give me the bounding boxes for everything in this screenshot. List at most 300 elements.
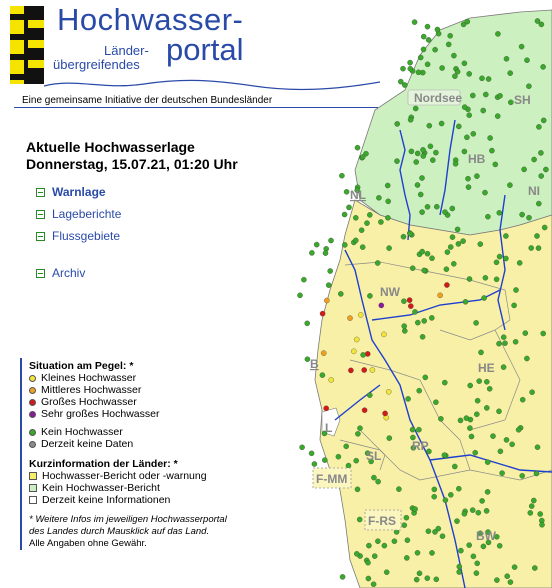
gauge-dot[interactable] bbox=[438, 416, 443, 421]
gauge-dot[interactable] bbox=[469, 434, 474, 439]
gauge-dot[interactable] bbox=[541, 64, 546, 69]
gauge-dot[interactable] bbox=[416, 427, 421, 432]
gauge-dot[interactable] bbox=[412, 20, 417, 25]
gauge-dot[interactable] bbox=[481, 108, 486, 113]
gauge-dot[interactable] bbox=[474, 571, 479, 576]
gauge-dot[interactable] bbox=[520, 212, 525, 217]
gauge-dot[interactable] bbox=[376, 195, 381, 200]
nav-lageberichte[interactable] bbox=[36, 207, 121, 221]
gauge-dot[interactable] bbox=[524, 58, 529, 63]
gauge-dot[interactable] bbox=[516, 427, 521, 432]
gauge-dot[interactable] bbox=[420, 334, 425, 339]
gauge-dot[interactable] bbox=[483, 92, 488, 97]
gauge-dot[interactable] bbox=[526, 215, 531, 220]
gauge-dot[interactable] bbox=[400, 66, 405, 71]
gauge-dot[interactable] bbox=[364, 221, 369, 226]
gauge-dot[interactable] bbox=[496, 341, 501, 346]
gauge-dot[interactable] bbox=[324, 406, 329, 411]
gauge-dot[interactable] bbox=[505, 574, 510, 579]
gauge-dot[interactable] bbox=[457, 569, 462, 574]
gauge-dot[interactable] bbox=[381, 332, 386, 337]
gauge-dot[interactable] bbox=[483, 275, 488, 280]
gauge-dot[interactable] bbox=[478, 350, 483, 355]
gauge-dot[interactable] bbox=[309, 250, 314, 255]
gauge-dot[interactable] bbox=[529, 245, 534, 250]
gauge-dot[interactable] bbox=[471, 554, 476, 559]
gauge-dot[interactable] bbox=[462, 105, 467, 110]
gauge-dot[interactable] bbox=[410, 266, 415, 271]
gauge-dot[interactable] bbox=[346, 205, 351, 210]
gauge-dot[interactable] bbox=[408, 60, 413, 65]
gauge-dot[interactable] bbox=[402, 324, 407, 329]
gauge-dot[interactable] bbox=[355, 431, 360, 436]
gauge-dot[interactable] bbox=[428, 144, 433, 149]
gauge-dot[interactable] bbox=[470, 508, 475, 513]
gauge-dot[interactable] bbox=[354, 551, 359, 556]
gauge-dot[interactable] bbox=[503, 233, 508, 238]
gauge-dot[interactable] bbox=[434, 577, 439, 582]
gauge-dot[interactable] bbox=[402, 82, 407, 87]
gauge-dot[interactable] bbox=[450, 235, 455, 240]
gauge-dot[interactable] bbox=[485, 460, 490, 465]
gauge-dot[interactable] bbox=[433, 47, 438, 52]
gauge-dot[interactable] bbox=[456, 486, 461, 491]
gauge-dot[interactable] bbox=[536, 246, 541, 251]
gauge-dot[interactable] bbox=[529, 504, 534, 509]
gauge-dot[interactable] bbox=[468, 383, 473, 388]
gauge-dot[interactable] bbox=[297, 293, 302, 298]
gauge-dot[interactable] bbox=[386, 389, 391, 394]
gauge-dot[interactable] bbox=[320, 373, 325, 378]
gauge-dot[interactable] bbox=[362, 408, 367, 413]
gauge-dot[interactable] bbox=[467, 543, 472, 548]
gauge-dot[interactable] bbox=[455, 69, 460, 74]
gauge-dot[interactable] bbox=[385, 183, 390, 188]
gauge-dot[interactable] bbox=[425, 251, 430, 256]
gauge-dot[interactable] bbox=[420, 147, 425, 152]
gauge-dot[interactable] bbox=[405, 538, 410, 543]
gauge-dot[interactable] bbox=[339, 173, 344, 178]
gauge-dot[interactable] bbox=[367, 393, 372, 398]
gauge-dot[interactable] bbox=[429, 315, 434, 320]
gauge-dot[interactable] bbox=[415, 182, 420, 187]
gauge-dot[interactable] bbox=[365, 351, 370, 356]
gauge-dot[interactable] bbox=[387, 436, 392, 441]
gauge-dot[interactable] bbox=[408, 66, 413, 71]
gauge-dot[interactable] bbox=[504, 437, 509, 442]
gauge-dot[interactable] bbox=[413, 507, 418, 512]
gauge-dot[interactable] bbox=[457, 564, 462, 569]
gauge-dot[interactable] bbox=[467, 276, 472, 281]
gauge-dot[interactable] bbox=[543, 167, 548, 172]
gauge-dot[interactable] bbox=[417, 388, 422, 393]
gauge-dot[interactable] bbox=[462, 149, 467, 154]
gauge-dot[interactable] bbox=[329, 377, 334, 382]
gauge-dot[interactable] bbox=[367, 212, 372, 217]
gauge-dot[interactable] bbox=[452, 464, 457, 469]
gauge-dot[interactable] bbox=[475, 561, 480, 566]
gauge-dot[interactable] bbox=[408, 117, 413, 122]
gauge-dot[interactable] bbox=[394, 159, 399, 164]
gauge-dot[interactable] bbox=[536, 124, 541, 129]
gauge-dot[interactable] bbox=[448, 244, 453, 249]
gauge-dot[interactable] bbox=[517, 260, 522, 265]
gauge-dot[interactable] bbox=[419, 175, 424, 180]
gauge-dot[interactable] bbox=[432, 487, 437, 492]
gauge-dot[interactable] bbox=[493, 162, 498, 167]
gauge-dot[interactable] bbox=[477, 379, 482, 384]
gauge-dot[interactable] bbox=[392, 539, 397, 544]
gauge-dot[interactable] bbox=[535, 445, 540, 450]
gauge-dot[interactable] bbox=[467, 113, 472, 118]
gauge-dot[interactable] bbox=[465, 19, 470, 24]
gauge-dot[interactable] bbox=[484, 508, 489, 513]
gauge-dot[interactable] bbox=[404, 555, 409, 560]
gauge-dot[interactable] bbox=[434, 204, 439, 209]
gauge-dot[interactable] bbox=[442, 380, 447, 385]
gauge-dot[interactable] bbox=[530, 390, 535, 395]
gauge-dot[interactable] bbox=[425, 204, 430, 209]
gauge-dot[interactable] bbox=[436, 526, 441, 531]
gauge-dot[interactable] bbox=[497, 93, 502, 98]
gauge-dot[interactable] bbox=[427, 123, 432, 128]
gauge-dot[interactable] bbox=[386, 199, 391, 204]
gauge-dot[interactable] bbox=[371, 475, 376, 480]
gauge-dot[interactable] bbox=[520, 397, 525, 402]
nav-flussgebiete[interactable] bbox=[36, 229, 120, 243]
gauge-dot[interactable] bbox=[526, 84, 531, 89]
gauge-dot[interactable] bbox=[396, 487, 401, 492]
gauge-dot[interactable] bbox=[478, 242, 483, 247]
gauge-dot[interactable] bbox=[360, 154, 365, 159]
gauge-dot[interactable] bbox=[451, 261, 456, 266]
gauge-dot[interactable] bbox=[322, 458, 327, 463]
gauge-dot[interactable] bbox=[462, 61, 467, 66]
gauge-dot[interactable] bbox=[414, 577, 419, 582]
gauge-dot[interactable] bbox=[328, 268, 333, 273]
gauge-dot[interactable] bbox=[511, 303, 516, 308]
gauge-dot[interactable] bbox=[495, 114, 500, 119]
gauge-dot[interactable] bbox=[474, 412, 479, 417]
gauge-dot[interactable] bbox=[484, 379, 489, 384]
gauge-dot[interactable] bbox=[538, 150, 543, 155]
gauge-dot[interactable] bbox=[383, 411, 388, 416]
gauge-dot[interactable] bbox=[354, 337, 359, 342]
gauge-dot[interactable] bbox=[321, 351, 326, 356]
gauge-dot[interactable] bbox=[498, 449, 503, 454]
gauge-dot[interactable] bbox=[379, 303, 384, 308]
gauge-dot[interactable] bbox=[300, 445, 305, 450]
gauge-dot[interactable] bbox=[504, 56, 509, 61]
gauge-dot[interactable] bbox=[366, 576, 371, 581]
gauge-dot[interactable] bbox=[355, 145, 360, 150]
gauge-dot[interactable] bbox=[520, 473, 525, 478]
gauge-dot[interactable] bbox=[461, 239, 466, 244]
gauge-dot[interactable] bbox=[541, 118, 546, 123]
gauge-dot[interactable] bbox=[342, 212, 347, 217]
gauge-dot[interactable] bbox=[384, 570, 389, 575]
gauge-dot[interactable] bbox=[420, 249, 425, 254]
gauge-dot[interactable] bbox=[496, 409, 501, 414]
gauge-dot[interactable] bbox=[508, 71, 513, 76]
gauge-dot[interactable] bbox=[340, 574, 345, 579]
gauge-dot[interactable] bbox=[456, 124, 461, 129]
gauge-dot[interactable] bbox=[495, 31, 500, 36]
gauge-dot[interactable] bbox=[422, 318, 427, 323]
gauge-dot[interactable] bbox=[440, 65, 445, 70]
gauge-dot[interactable] bbox=[353, 215, 358, 220]
gauge-dot[interactable] bbox=[320, 311, 325, 316]
gauge-dot[interactable] bbox=[375, 260, 380, 265]
gauge-dot[interactable] bbox=[435, 27, 440, 32]
gauge-dot[interactable] bbox=[474, 174, 479, 179]
gauge-dot[interactable] bbox=[312, 461, 317, 466]
nav-archiv[interactable] bbox=[36, 266, 85, 280]
gauge-dot[interactable] bbox=[414, 159, 419, 164]
gauge-dot[interactable] bbox=[422, 268, 427, 273]
gauge-dot[interactable] bbox=[481, 544, 486, 549]
gauge-dot[interactable] bbox=[358, 312, 363, 317]
gauge-dot[interactable] bbox=[474, 320, 479, 325]
gauge-dot[interactable] bbox=[497, 254, 502, 259]
gauge-dot[interactable] bbox=[440, 534, 445, 539]
gauge-dot[interactable] bbox=[410, 427, 415, 432]
gauge-dot[interactable] bbox=[444, 267, 449, 272]
gauge-dot[interactable] bbox=[494, 578, 499, 583]
gauge-dot[interactable] bbox=[421, 47, 426, 52]
gauge-dot[interactable] bbox=[326, 283, 331, 288]
gauge-dot[interactable] bbox=[421, 34, 426, 39]
gauge-dot[interactable] bbox=[346, 463, 351, 468]
gauge-dot[interactable] bbox=[433, 150, 438, 155]
gauge-dot[interactable] bbox=[497, 210, 502, 215]
gauge-dot[interactable] bbox=[508, 580, 513, 585]
gauge-dot[interactable] bbox=[432, 494, 437, 499]
gauge-dot[interactable] bbox=[501, 365, 506, 370]
gauge-dot[interactable] bbox=[541, 331, 546, 336]
gauge-dot[interactable] bbox=[464, 416, 469, 421]
gauge-dot[interactable] bbox=[415, 320, 420, 325]
gauge-dot[interactable] bbox=[485, 214, 490, 219]
gauge-dot[interactable] bbox=[451, 53, 456, 58]
gauge-dot[interactable] bbox=[519, 44, 524, 49]
gauge-dot[interactable] bbox=[458, 548, 463, 553]
gauge-dot[interactable] bbox=[538, 511, 543, 516]
gauge-dot[interactable] bbox=[485, 489, 490, 494]
gauge-dot[interactable] bbox=[385, 215, 390, 220]
gauge-dot[interactable] bbox=[309, 451, 314, 456]
gauge-dot[interactable] bbox=[443, 498, 448, 503]
gauge-dot[interactable] bbox=[429, 550, 434, 555]
gauge-dot[interactable] bbox=[426, 37, 431, 42]
gauge-dot[interactable] bbox=[404, 515, 409, 520]
gauge-dot[interactable] bbox=[402, 328, 407, 333]
gauge-dot[interactable] bbox=[336, 454, 341, 459]
gauge-dot[interactable] bbox=[528, 510, 533, 515]
gauge-dot[interactable] bbox=[372, 554, 377, 559]
gauge-dot[interactable] bbox=[473, 450, 478, 455]
gauge-dot[interactable] bbox=[489, 148, 494, 153]
gauge-dot[interactable] bbox=[479, 76, 484, 81]
gauge-dot[interactable] bbox=[344, 444, 349, 449]
gauge-dot[interactable] bbox=[412, 309, 417, 314]
gauge-dot[interactable] bbox=[421, 153, 426, 158]
gauge-dot[interactable] bbox=[532, 565, 537, 570]
gauge-dot[interactable] bbox=[482, 295, 487, 300]
gauge-dot[interactable] bbox=[342, 242, 347, 247]
gauge-dot[interactable] bbox=[467, 71, 472, 76]
gauge-dot[interactable] bbox=[382, 543, 387, 548]
gauge-dot[interactable] bbox=[463, 299, 468, 304]
gauge-dot[interactable] bbox=[367, 293, 372, 298]
gauge-dot[interactable] bbox=[494, 260, 499, 265]
gauge-dot[interactable] bbox=[408, 304, 413, 309]
region-north-no-warning[interactable] bbox=[355, 10, 552, 235]
gauge-dot[interactable] bbox=[357, 426, 362, 431]
gauge-dot[interactable] bbox=[464, 135, 469, 140]
gauge-dot[interactable] bbox=[442, 453, 447, 458]
gauge-dot[interactable] bbox=[407, 298, 412, 303]
gauge-dot[interactable] bbox=[513, 287, 518, 292]
gauge-dot[interactable] bbox=[360, 245, 365, 250]
gauge-dot[interactable] bbox=[420, 210, 425, 215]
gauge-dot[interactable] bbox=[475, 398, 480, 403]
gauge-dot[interactable] bbox=[417, 571, 422, 576]
gauge-dot[interactable] bbox=[433, 400, 438, 405]
gauge-dot[interactable] bbox=[415, 550, 420, 555]
gauge-dot[interactable] bbox=[508, 100, 513, 105]
gauge-dot[interactable] bbox=[418, 55, 423, 60]
gauge-dot[interactable] bbox=[387, 246, 392, 251]
gauge-dot[interactable] bbox=[465, 176, 470, 181]
gauge-dot[interactable] bbox=[471, 131, 476, 136]
gauge-dot[interactable] bbox=[425, 62, 430, 67]
gauge-dot[interactable] bbox=[456, 241, 461, 246]
gauge-dot[interactable] bbox=[497, 543, 502, 548]
gauge-dot[interactable] bbox=[513, 339, 518, 344]
gauge-dot[interactable] bbox=[536, 201, 541, 206]
gauge-dot[interactable] bbox=[512, 565, 517, 570]
gauge-dot[interactable] bbox=[401, 234, 406, 239]
gauge-dot[interactable] bbox=[408, 231, 413, 236]
gauge-dot[interactable] bbox=[375, 539, 380, 544]
gauge-dot[interactable] bbox=[539, 522, 544, 527]
gauge-dot[interactable] bbox=[539, 173, 544, 178]
gauge-dot[interactable] bbox=[534, 471, 539, 476]
gauge-dot[interactable] bbox=[305, 321, 310, 326]
gauge-dot[interactable] bbox=[376, 479, 381, 484]
gauge-dot[interactable] bbox=[450, 206, 455, 211]
gauge-dot[interactable] bbox=[438, 293, 443, 298]
gauge-dot[interactable] bbox=[348, 368, 353, 373]
gauge-dot[interactable] bbox=[301, 277, 306, 282]
gauge-dot[interactable] bbox=[351, 349, 356, 354]
gauge-dot[interactable] bbox=[509, 442, 514, 447]
gauge-dot[interactable] bbox=[362, 367, 367, 372]
gauge-dot[interactable] bbox=[532, 157, 537, 162]
gauge-dot[interactable] bbox=[406, 396, 411, 401]
gauge-dot[interactable] bbox=[314, 242, 319, 247]
gauge-dot[interactable] bbox=[328, 238, 333, 243]
gauge-dot[interactable] bbox=[418, 192, 423, 197]
gauge-dot[interactable] bbox=[522, 167, 527, 172]
gauge-dot[interactable] bbox=[503, 256, 508, 261]
gauge-dot[interactable] bbox=[425, 24, 430, 29]
gauge-dot[interactable] bbox=[338, 291, 343, 296]
gauge-dot[interactable] bbox=[429, 256, 434, 261]
gauge-dot[interactable] bbox=[344, 189, 349, 194]
gauge-dot[interactable] bbox=[365, 560, 370, 565]
gauge-dot[interactable] bbox=[494, 277, 499, 282]
gauge-dot[interactable] bbox=[416, 70, 421, 75]
gauge-dot[interactable] bbox=[466, 185, 471, 190]
gauge-dot[interactable] bbox=[523, 331, 528, 336]
gauge-dot[interactable] bbox=[448, 492, 453, 497]
gauge-dot[interactable] bbox=[439, 121, 444, 126]
gauge-dot[interactable] bbox=[366, 543, 371, 548]
gauge-dot[interactable] bbox=[453, 161, 458, 166]
nav-warnlage[interactable] bbox=[36, 185, 106, 199]
gauge-dot[interactable] bbox=[484, 405, 489, 410]
gauge-dot[interactable] bbox=[455, 227, 460, 232]
gauge-dot[interactable] bbox=[357, 517, 362, 522]
gauge-dot[interactable] bbox=[480, 498, 485, 503]
gauge-dot[interactable] bbox=[359, 228, 364, 233]
gauge-dot[interactable] bbox=[370, 367, 375, 372]
gauge-dot[interactable] bbox=[486, 76, 491, 81]
gauge-dot[interactable] bbox=[467, 426, 472, 431]
gauge-dot[interactable] bbox=[534, 233, 539, 238]
gauge-dot[interactable] bbox=[507, 183, 512, 188]
gauge-dot[interactable] bbox=[454, 519, 459, 524]
gauge-dot[interactable] bbox=[361, 352, 366, 357]
gauge-dot[interactable] bbox=[501, 335, 506, 340]
gauge-dot[interactable] bbox=[409, 149, 414, 154]
gauge-dot[interactable] bbox=[395, 121, 400, 126]
gauge-dot[interactable] bbox=[502, 341, 507, 346]
gauge-dot[interactable] bbox=[539, 22, 544, 27]
gauge-dot[interactable] bbox=[426, 529, 431, 534]
gauge-dot[interactable] bbox=[355, 487, 360, 492]
gauge-dot[interactable] bbox=[524, 356, 529, 361]
gauge-dot[interactable] bbox=[531, 498, 536, 503]
gauge-dot[interactable] bbox=[347, 316, 352, 321]
gauge-dot[interactable] bbox=[490, 434, 495, 439]
gauge-dot[interactable] bbox=[413, 106, 418, 111]
gauge-dot[interactable] bbox=[415, 151, 420, 156]
gauge-dot[interactable] bbox=[401, 299, 406, 304]
gauge-dot[interactable] bbox=[354, 458, 359, 463]
gauge-dot[interactable] bbox=[402, 523, 407, 528]
gauge-dot[interactable] bbox=[324, 298, 329, 303]
gauge-dot[interactable] bbox=[488, 135, 493, 140]
gauge-dot[interactable] bbox=[425, 576, 430, 581]
gauge-dot[interactable] bbox=[448, 33, 453, 38]
gauge-dot[interactable] bbox=[487, 386, 492, 391]
gauge-dot[interactable] bbox=[542, 225, 547, 230]
gauge-dot[interactable] bbox=[353, 238, 358, 243]
gauge-dot[interactable] bbox=[500, 471, 505, 476]
gauge-dot[interactable] bbox=[444, 282, 449, 287]
gauge-dot[interactable] bbox=[323, 251, 328, 256]
gauge-dot[interactable] bbox=[378, 219, 383, 224]
gauge-dot[interactable] bbox=[462, 511, 467, 516]
gauge-dot[interactable] bbox=[482, 190, 487, 195]
gauge-dot[interactable] bbox=[445, 250, 450, 255]
gauge-dot[interactable] bbox=[476, 510, 481, 515]
gauge-dot[interactable] bbox=[423, 375, 428, 380]
gauge-dot[interactable] bbox=[470, 93, 475, 98]
